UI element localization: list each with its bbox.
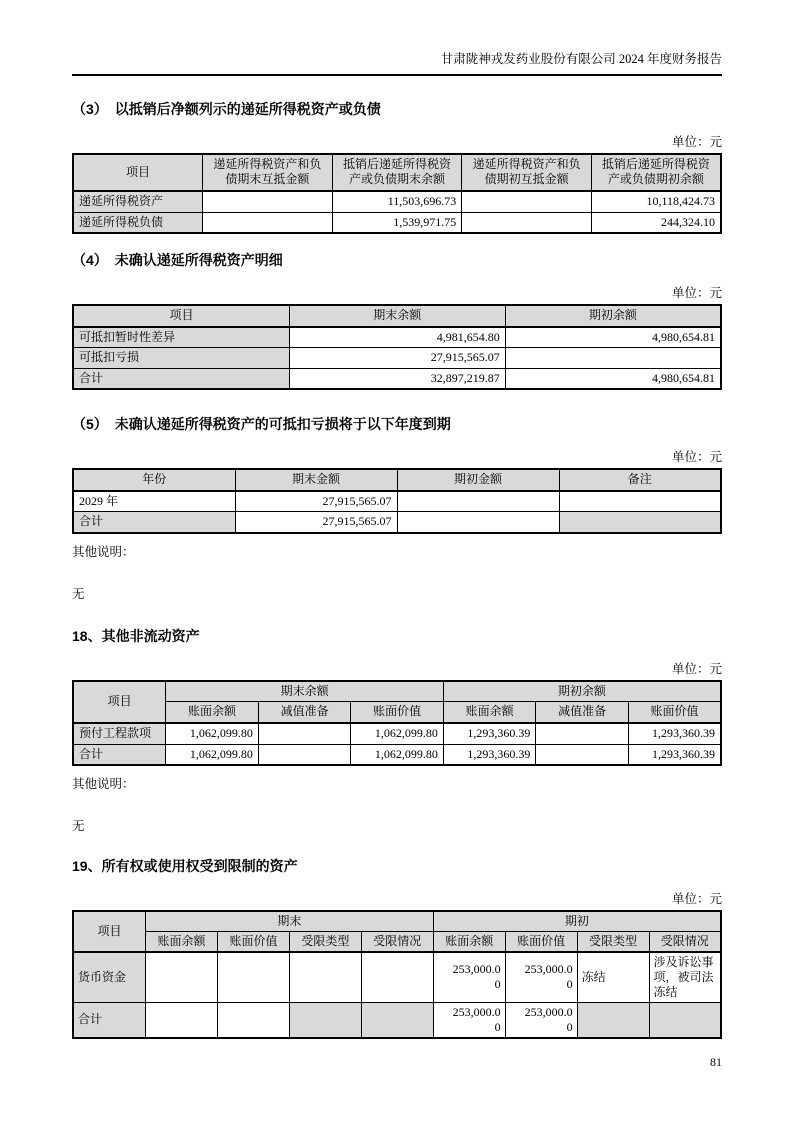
section-19-heading: 19、所有权或使用权受到限制的资产 bbox=[72, 858, 298, 875]
unit-label: 单位：元 bbox=[671, 134, 722, 149]
none-text: 无 bbox=[72, 586, 85, 601]
col-header: 项目 bbox=[73, 305, 289, 327]
cell bbox=[536, 744, 629, 765]
col-group-header: 期末余额 bbox=[166, 681, 444, 702]
cell: 1,293,360.39 bbox=[443, 744, 536, 765]
unit-label: 单位：元 bbox=[671, 450, 722, 465]
col-header: 账面余额 bbox=[443, 702, 536, 723]
cell bbox=[505, 952, 577, 1003]
table-row bbox=[73, 491, 721, 512]
cell: 1,062,099.80 bbox=[166, 723, 259, 744]
deferred-tax-net-table bbox=[72, 153, 722, 234]
col-header: 项目 bbox=[73, 154, 203, 191]
table-row bbox=[73, 744, 721, 765]
deductible-loss-expiry-table bbox=[72, 468, 722, 534]
col-header: 受限情况 bbox=[649, 931, 721, 952]
table-row bbox=[73, 512, 721, 533]
col-header: 备注 bbox=[559, 469, 721, 491]
cell: 4,980,654.81 bbox=[505, 327, 721, 348]
cell bbox=[397, 512, 559, 533]
cell bbox=[217, 1002, 289, 1038]
other-notes-label: 其他说明： bbox=[72, 544, 135, 559]
cell: 27,915,565.07 bbox=[235, 491, 397, 512]
col-header: 账面价值 bbox=[628, 702, 721, 723]
cell bbox=[559, 491, 721, 512]
cell bbox=[505, 1002, 577, 1038]
table-row bbox=[73, 952, 721, 1003]
cell: 244,324.10 bbox=[591, 212, 721, 233]
cell bbox=[258, 723, 351, 744]
col-header: 年份 bbox=[73, 469, 235, 491]
cell: 1,293,360.39 bbox=[443, 723, 536, 744]
col-header: 账面价值 bbox=[505, 931, 577, 952]
table-row bbox=[73, 191, 721, 212]
col-header: 账面价值 bbox=[217, 931, 289, 952]
col-header: 期末金额 bbox=[235, 469, 397, 491]
cell bbox=[397, 491, 559, 512]
col-header: 账面价值 bbox=[351, 702, 444, 723]
unit-label: 单位：元 bbox=[671, 285, 722, 300]
cell bbox=[577, 1002, 649, 1038]
row-label: 合计 bbox=[73, 368, 289, 389]
cell: 10,118,424.73 bbox=[591, 191, 721, 212]
table-row bbox=[73, 368, 721, 389]
table-row bbox=[73, 1002, 721, 1038]
cell bbox=[146, 1002, 218, 1038]
col-header: 减值准备 bbox=[258, 702, 351, 723]
col-header: 账面余额 bbox=[146, 931, 218, 952]
col-group-header: 期初余额 bbox=[443, 681, 721, 702]
cell: 1,539,971.75 bbox=[332, 212, 462, 233]
cell: 1,293,360.39 bbox=[628, 744, 721, 765]
col-header: 账面余额 bbox=[166, 702, 259, 723]
cell bbox=[361, 952, 433, 1003]
col-header: 减值准备 bbox=[536, 702, 629, 723]
cell bbox=[433, 1002, 505, 1038]
table-row bbox=[73, 348, 721, 369]
col-header: 抵销后递延所得税资产或负债期末余额 bbox=[332, 154, 462, 191]
section-3-heading: （3） 以抵销后净额列示的递延所得税资产或负债 bbox=[72, 101, 381, 117]
cell bbox=[289, 1002, 361, 1038]
row-label: 可抵扣亏损 bbox=[73, 348, 289, 369]
col-header: 受限类型 bbox=[289, 931, 361, 952]
cell bbox=[203, 212, 333, 233]
cell: 1,062,099.80 bbox=[351, 723, 444, 744]
table-row bbox=[73, 212, 721, 233]
col-header: 项目 bbox=[73, 681, 166, 723]
table-subheader-row bbox=[73, 931, 721, 952]
unit-label: 单位：元 bbox=[671, 661, 722, 676]
table-header-row bbox=[73, 681, 721, 702]
section-4-heading: （4） 未确认递延所得税资产明细 bbox=[72, 252, 283, 269]
cell bbox=[433, 952, 505, 1003]
row-label: 货币资金 bbox=[73, 952, 146, 1003]
cell bbox=[462, 212, 592, 233]
cell: 4,980,654.81 bbox=[505, 368, 721, 389]
col-header: 受限类型 bbox=[577, 931, 649, 952]
col-group-header: 期末 bbox=[146, 911, 434, 932]
col-header: 期初余额 bbox=[505, 305, 721, 327]
cell-value: 253,000.00 bbox=[524, 962, 573, 992]
col-header: 项目 bbox=[73, 911, 146, 952]
unit-label: 单位：元 bbox=[671, 891, 722, 906]
none-text: 无 bbox=[72, 819, 85, 834]
table-header-row bbox=[73, 911, 721, 932]
cell bbox=[289, 952, 361, 1003]
col-group-header: 期初 bbox=[433, 911, 721, 932]
col-header: 期初金额 bbox=[397, 469, 559, 491]
row-label: 递延所得税资产 bbox=[73, 191, 203, 212]
cell: 32,897,219.87 bbox=[289, 368, 505, 389]
cell: 冻结 bbox=[577, 952, 649, 1003]
cell bbox=[536, 723, 629, 744]
cell: 1,062,099.80 bbox=[166, 744, 259, 765]
row-label: 预付工程款项 bbox=[73, 723, 166, 744]
cell bbox=[361, 1002, 433, 1038]
page-number: 81 bbox=[710, 1055, 722, 1069]
cell: 涉及诉讼事项，被司法冻结 bbox=[649, 952, 721, 1003]
cell: 4,981,654.80 bbox=[289, 327, 505, 348]
cell bbox=[505, 348, 721, 369]
cell: 1,062,099.80 bbox=[351, 744, 444, 765]
other-noncurrent-assets-table bbox=[72, 680, 722, 766]
table-header-row bbox=[73, 469, 721, 491]
other-notes-label: 其他说明： bbox=[72, 777, 135, 792]
table-row bbox=[73, 327, 721, 348]
cell bbox=[649, 1002, 721, 1038]
section-5-heading: （5） 未确认递延所得税资产的可抵扣亏损将于以下年度到期 bbox=[72, 416, 451, 433]
row-label: 递延所得税负债 bbox=[73, 212, 203, 233]
cell bbox=[559, 512, 721, 533]
table-row bbox=[73, 723, 721, 744]
cell: 11,503,696.73 bbox=[332, 191, 462, 212]
table-header-row bbox=[73, 154, 721, 191]
col-header: 抵销后递延所得税资产或负债期初余额 bbox=[591, 154, 721, 191]
cell bbox=[217, 952, 289, 1003]
cell: 27,915,565.07 bbox=[289, 348, 505, 369]
row-label: 合计 bbox=[73, 512, 235, 533]
cell-value: 253,000.00 bbox=[452, 1004, 501, 1034]
table-subheader-row bbox=[73, 702, 721, 723]
table-header-row bbox=[73, 305, 721, 327]
cell bbox=[203, 191, 333, 212]
section-18-heading: 18、其他非流动资产 bbox=[72, 627, 200, 644]
restricted-assets-table bbox=[72, 910, 722, 1039]
cell-value: 253,000.00 bbox=[452, 962, 501, 992]
cell-value: 253,000.00 bbox=[524, 1004, 573, 1034]
doc-header bbox=[72, 0, 722, 76]
row-label: 合计 bbox=[73, 744, 166, 765]
row-label: 可抵扣暂时性差异 bbox=[73, 327, 289, 348]
col-header: 递延所得税资产和负债期初互抵金额 bbox=[462, 154, 592, 191]
cell bbox=[146, 952, 218, 1003]
col-header: 递延所得税资产和负债期末互抵金额 bbox=[203, 154, 333, 191]
col-header: 受限情况 bbox=[361, 931, 433, 952]
col-header: 账面余额 bbox=[433, 931, 505, 952]
cell bbox=[462, 191, 592, 212]
cell: 1,293,360.39 bbox=[628, 723, 721, 744]
col-header: 期末余额 bbox=[289, 305, 505, 327]
row-label: 2029 年 bbox=[73, 491, 235, 512]
cell bbox=[258, 744, 351, 765]
row-label: 合计 bbox=[73, 1002, 146, 1038]
doc-header-title: 甘肃陇神戎发药业股份有限公司 2024 年度财务报告 bbox=[440, 52, 722, 66]
unrecognized-dta-table bbox=[72, 304, 722, 390]
cell: 27,915,565.07 bbox=[235, 512, 397, 533]
